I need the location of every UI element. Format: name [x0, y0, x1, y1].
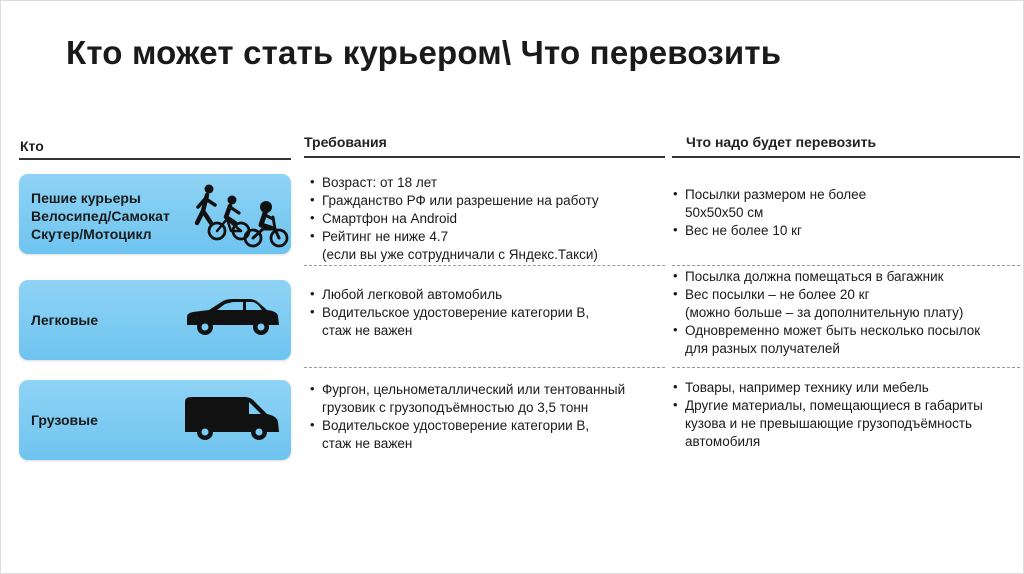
list-item: • Гражданство РФ или разрешение на работу: [310, 192, 599, 210]
page-title: Кто может стать курьером\ Что перевозить: [66, 34, 782, 71]
list-item: • Смартфон на Android: [310, 210, 599, 228]
category-label: Пешие курьеры Велосипед/Самокат Скутер/Мотоцикл: [31, 190, 170, 242]
cargo-list-car: [673, 268, 980, 358]
column-rule-who: [19, 158, 291, 160]
list-item: • Водительское удостоверение категории B, стаж не важен: [310, 304, 589, 340]
list-item: • Водительское удостоверение категории B, стаж не важен: [310, 417, 625, 453]
cargo-list-pedestrian: [673, 186, 866, 240]
column-header-requirements: Требования: [304, 134, 387, 150]
requirements-list-car: [310, 286, 589, 340]
list-item: • Любой легковой автомобиль: [310, 286, 589, 304]
list-item: • Одновременно может быть несколько посылок для разных получателей: [673, 322, 980, 358]
category-card-truck: [19, 380, 291, 460]
column-header-who: Кто: [20, 138, 44, 154]
list-item: • Рейтинг не ниже 4.7 (если вы уже сотрудничали с Яндекс.Такси): [310, 228, 599, 264]
list-item: • Фургон, цельнометаллический или тентованный грузовик с грузоподъёмностью до 3,5 тонн: [310, 381, 625, 417]
car-icon: [183, 297, 281, 337]
list-item: • Посылки размером не более 50х50х50 см: [673, 186, 866, 222]
row-separator: [672, 367, 1020, 368]
list-item: • Вес посылки – не более 20 кг (можно больше – за дополнительную плату): [673, 286, 980, 322]
column-rule-requirements: [304, 156, 665, 158]
list-item: • Товары, например технику или мебель: [673, 379, 983, 397]
category-label: Легковые: [31, 312, 99, 328]
cargo-list-truck: [673, 379, 983, 451]
category-card-pedestrian: [19, 174, 291, 254]
row-separator: [304, 367, 665, 368]
row-separator: [304, 265, 665, 266]
column-rule-cargo: [672, 156, 1020, 158]
list-item: • Вес не более 10 кг: [673, 222, 866, 240]
column-header-cargo: Что надо будет перевозить: [686, 134, 877, 150]
pedestrian-bicycle-scooter-icon: [191, 183, 291, 249]
list-item: • Другие материалы, помещающиеся в габариты кузова и не превышающие грузоподъёмность автомобиля: [673, 397, 983, 451]
category-label: Грузовые: [31, 412, 98, 428]
list-item: • Возраст: от 18 лет: [310, 174, 599, 192]
row-separator: [672, 265, 1020, 266]
list-item: • Посылка должна помещаться в багажник: [673, 268, 980, 286]
requirements-list-pedestrian: [310, 174, 599, 264]
category-card-car: [19, 280, 291, 360]
requirements-list-truck: [310, 381, 625, 453]
van-icon: [183, 394, 281, 442]
